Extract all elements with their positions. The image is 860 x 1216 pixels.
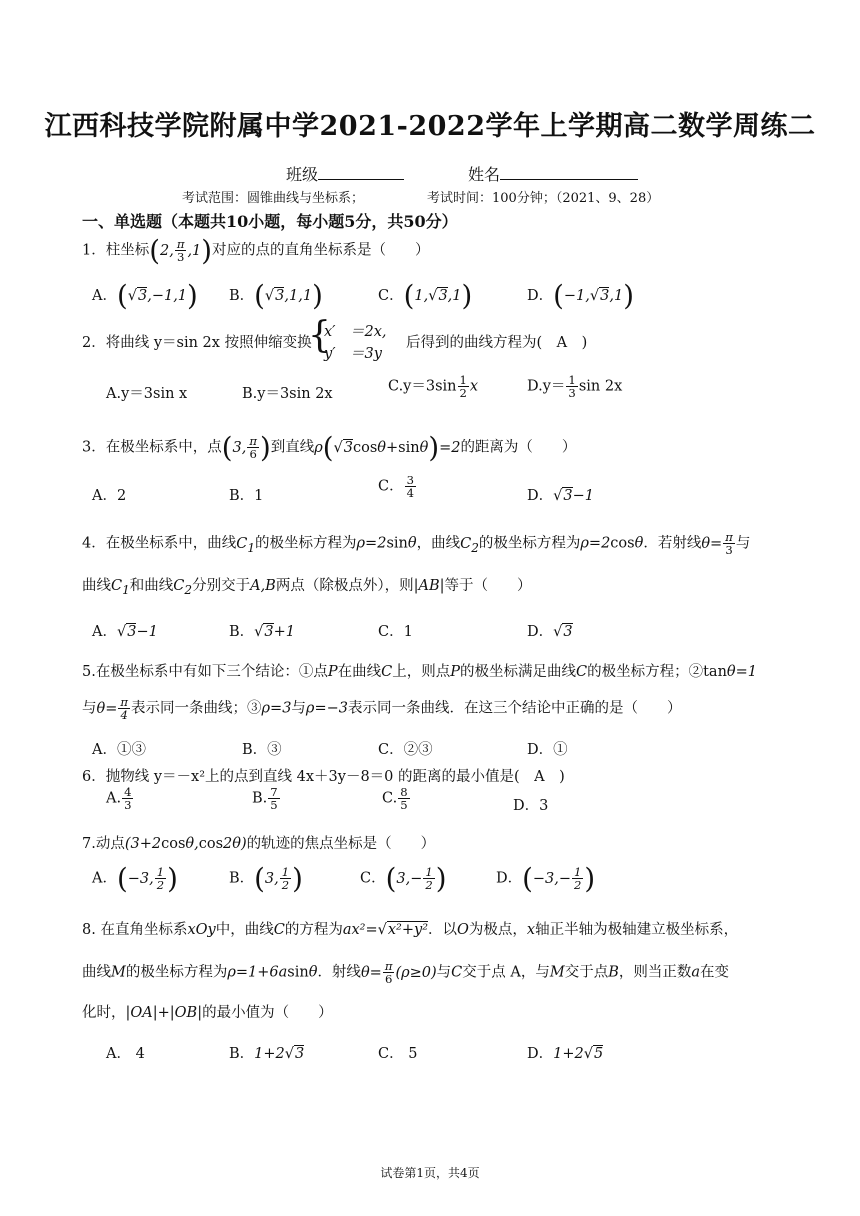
q4-option-a[interactable]: A．√3−1 <box>92 624 158 640</box>
q7-option-c[interactable]: C．(3,− $\frac{1}{2}$ ) <box>360 862 447 895</box>
question-8-line2: 曲线M的极坐标方程为ρ=1+6asinθ．射线θ= $\frac{\pi}{6}$ (ρ≥0)与C交于点 A，与M交于点B，则当正数a在变 <box>82 959 730 987</box>
q1-option-c[interactable]: C．(1,√3,1) <box>378 279 473 312</box>
q4-option-d[interactable]: D．√3 <box>527 624 573 640</box>
q5-option-a[interactable]: A．①③ <box>92 742 146 758</box>
q6-option-d[interactable]: D．3 <box>513 798 549 814</box>
class-field[interactable] <box>286 162 404 185</box>
q1-option-d[interactable]: D．(−1,√3,1) <box>527 279 634 312</box>
q2-option-d[interactable]: D.y＝ $\frac{1}{3}$ sin 2x <box>527 373 623 401</box>
q8-option-d[interactable]: D．1+2√5 <box>527 1046 604 1062</box>
question-6: 6．抛物线 y＝－x²上的点到直线 4x＋3y－8＝0 的距离的最小值是( A ) <box>82 769 565 785</box>
q8-option-b[interactable]: B．1+2√3 <box>229 1046 305 1062</box>
q1-option-a[interactable]: A．(√3,−1,1) <box>92 279 198 312</box>
question-2-text: 2．将曲线 y＝sin 2x 按照伸缩变换 <box>82 335 312 351</box>
q5-option-b[interactable]: B．③ <box>242 742 282 758</box>
q6-option-b[interactable]: B. $\frac{7}{5}$ <box>252 785 278 813</box>
question-2-answer: 后得到的曲线方程为( A ) <box>406 335 588 351</box>
question-3: 3．在极坐标系中，点(3, $\frac{\pi}{6}$ )到直线ρ(√3cosθ+sinθ)=2的距离为（ ） <box>82 431 577 464</box>
page-footer: 试卷第1页，共4页 <box>380 1166 480 1180</box>
q3-option-d[interactable]: D．√3−1 <box>527 488 594 504</box>
question-8-line3: 化时，|OA|+|OB|的最小值为（ ） <box>82 1005 333 1021</box>
question-4-line1: 4．在极坐标系中，曲线$C_1$的极坐标方程为ρ=2sinθ，曲线$C_2$的极坐标方程为ρ=2cosθ．若射线θ= $\frac{\pi}{3}$ 与 <box>82 530 751 558</box>
class-blank[interactable] <box>318 165 404 180</box>
page-title: 江西科技学院附属中学2021-2022学年上学期高二数学周练二 <box>44 111 816 142</box>
q7-option-b[interactable]: B．(3, $\frac{1}{2}$ ) <box>229 862 303 895</box>
question-4-line2: 曲线$C_1$和曲线$C_2$分别交于A,B两点（除极点外），则|AB|等于（ ） <box>82 578 532 597</box>
q3-option-a[interactable]: A．2 <box>92 488 127 504</box>
q5-option-d[interactable]: D．① <box>527 742 568 758</box>
class-label: 班级 <box>286 165 319 184</box>
q7-option-a[interactable]: A．(−3, $\frac{1}{2}$ ) <box>92 862 178 895</box>
q4-option-c[interactable]: C．1 <box>378 624 413 640</box>
section-heading: 一、单选题（本题共10小题，每小题5分，共50分） <box>82 212 458 231</box>
question-1: 1．柱坐标(2, $\frac{\pi}{3}$ ,1)对应的点的直角坐标系是（ ） <box>82 234 430 267</box>
exam-time: 考试时间：100分钟；（2021、9、28） <box>427 191 660 206</box>
name-blank[interactable] <box>500 165 638 180</box>
name-field[interactable] <box>468 162 638 185</box>
q2-option-c[interactable]: C.y＝3sin $\frac{1}{2}$ x <box>388 373 479 401</box>
q3-option-c[interactable]: C． $\frac{3}{4}$ <box>378 473 414 501</box>
q4-option-b[interactable]: B．√3+1 <box>229 624 296 640</box>
question-8-line1: 8. 在直角坐标系xOy中，曲线C的方程为ax²=√x²+y²．以O为极点，x轴正半轴为极轴建立极坐标系， <box>82 922 739 938</box>
q2-option-a[interactable]: A.y＝3sin x <box>106 386 188 402</box>
q7-option-d[interactable]: D．(−3,− $\frac{1}{2}$ ) <box>496 862 596 895</box>
name-label: 姓名 <box>468 165 501 184</box>
q2-option-b[interactable]: B.y＝3sin 2x <box>242 386 333 402</box>
q8-option-a[interactable]: A． 4 <box>106 1046 145 1062</box>
q6-option-a[interactable]: A. $\frac{4}{3}$ <box>106 785 132 813</box>
q5-option-c[interactable]: C．②③ <box>378 742 433 758</box>
q6-option-c[interactable]: C. $\frac{8}{5}$ <box>382 785 408 813</box>
question-5-line1: 5.在极坐标系中有如下三个结论：①点P在曲线C上，则点P的极坐标满足曲线C的极坐标方程；②tanθ=1 <box>82 664 758 680</box>
q1-option-b[interactable]: B．(√3,1,1) <box>229 279 323 312</box>
exam-range: 考试范围：圆锥曲线与坐标系； <box>182 191 365 206</box>
question-7: 7.动点(3+2cosθ,cos2θ)的轨迹的焦点坐标是（ ） <box>82 836 436 852</box>
cyl-coord: (2, $\frac{\pi}{3}$ ,1) <box>149 234 213 267</box>
q3-option-b[interactable]: B．1 <box>229 488 264 504</box>
q8-option-c[interactable]: C． 5 <box>378 1046 418 1062</box>
question-5-line2: 与θ= $\frac{\pi}{4}$ 表示同一条曲线；③ρ=3与ρ=−3表示同一条曲线．在这三个结论中正确的是（ ） <box>82 695 682 723</box>
